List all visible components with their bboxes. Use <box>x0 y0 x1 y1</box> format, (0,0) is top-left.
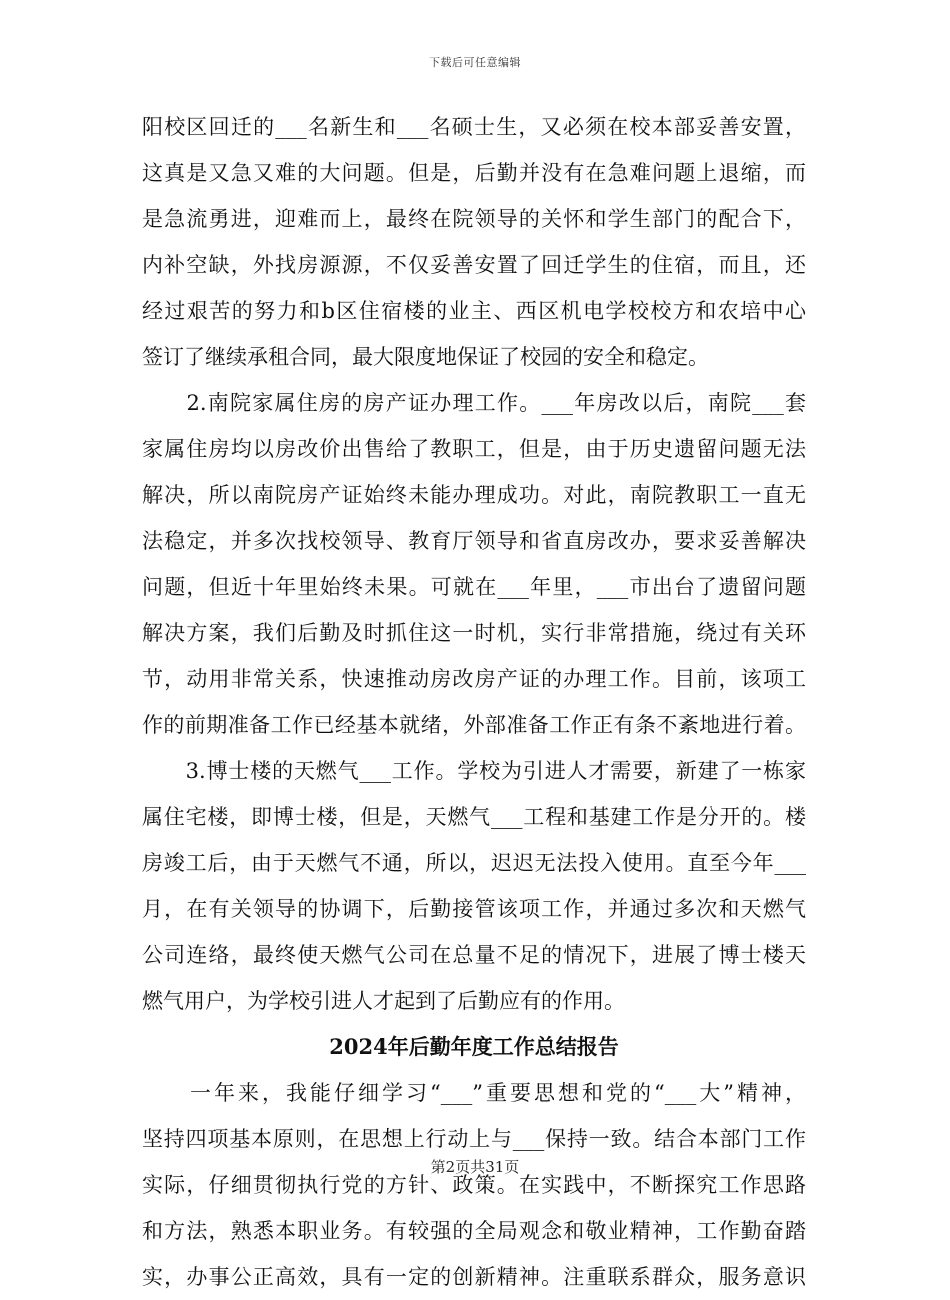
text-line: 签订了继续承租合同，最大限度地保证了校园的安全和稳定。 <box>142 345 709 369</box>
text-line: 实，办事公正高效，具有一定的创新精神。注重联系群众，服务意识 <box>142 1265 806 1289</box>
text-line: 作的前期准备工作已经基本就绪，外部准备工作正有条不紊地进行着。 <box>142 713 806 737</box>
text-line: 3.博士楼的天燃气___工作。学校为引进人才需要，新建了一栋家 <box>142 759 806 783</box>
text-line: 经过艰苦的努力和b区住宿楼的业主、西区机电学校校方和农培中心 <box>142 299 806 323</box>
text-line: 燃气用户，为学校引进人才起到了后勤应有的作用。 <box>142 989 625 1013</box>
text-line: 属住宅楼，即博士楼，但是，天燃气___工程和基建工作是分开的。楼 <box>142 805 806 829</box>
text-line: 月，在有关领导的协调下，后勤接管该项工作，并通过多次和天燃气 <box>142 897 806 921</box>
document-body <box>142 104 806 1300</box>
text-line: 这真是又急又难的大问题。但是，后勤并没有在急难问题上退缩，而 <box>142 161 806 185</box>
text-line: 解决方案，我们后勤及时抓住这一时机，实行非常措施，绕过有关环 <box>142 621 806 645</box>
text-line: 法稳定，并多次找校领导、教育厅领导和省直房改办，要求妥善解决 <box>142 529 806 553</box>
text-line: 内补空缺，外找房源源，不仅妥善安置了回迁学生的住宿，而且，还 <box>142 253 806 277</box>
text-line: 一年来，我能仔细学习“___”重要思想和党的“___大”精神， <box>142 1081 806 1105</box>
page-header: 下载后可任意编辑 <box>429 56 521 69</box>
text-line: 阳校区回迁的___名新生和___名硕士生，又必须在校本部妥善安置， <box>142 115 806 139</box>
text-line: 坚持四项基本原则，在思想上行动上与___保持一致。结合本部门工作 <box>142 1127 806 1151</box>
text-line: 家属住房均以房改价出售给了教职工，但是，由于历史遗留问题无法 <box>142 437 806 461</box>
text-line: 2.南院家属住房的房产证办理工作。___年房改以后，南院___套 <box>142 391 806 415</box>
page-footer: 第2页共31页 <box>430 1158 520 1176</box>
text-line: 节，动用非常关系，快速推动房改房产证的办理工作。目前，该项工 <box>142 667 806 691</box>
text-line: 解决，所以南院房产证始终未能办理成功。对此，南院教职工一直无 <box>142 483 806 507</box>
text-line: 和方法，熟悉本职业务。有较强的全局观念和敬业精神，工作勤奋踏 <box>142 1219 806 1243</box>
text-line: 房竣工后，由于天燃气不通，所以，迟迟无法投入使用。直至今年___ <box>142 851 806 875</box>
text-line: 是急流勇进，迎难而上，最终在院领导的关怀和学生部门的配合下， <box>142 207 806 231</box>
text-line: 实际，仔细贯彻执行党的方针、政策。在实践中，不断探究工作思路 <box>142 1173 806 1197</box>
section-title: 2024年后勤年度工作总结报告 <box>329 1034 619 1059</box>
text-line: 问题，但近十年里始终未果。可就在___年里，___市出台了遗留问题 <box>142 575 806 599</box>
text-line: 公司连络，最终使天燃气公司在总量不足的情况下，进展了博士楼天 <box>142 943 806 967</box>
